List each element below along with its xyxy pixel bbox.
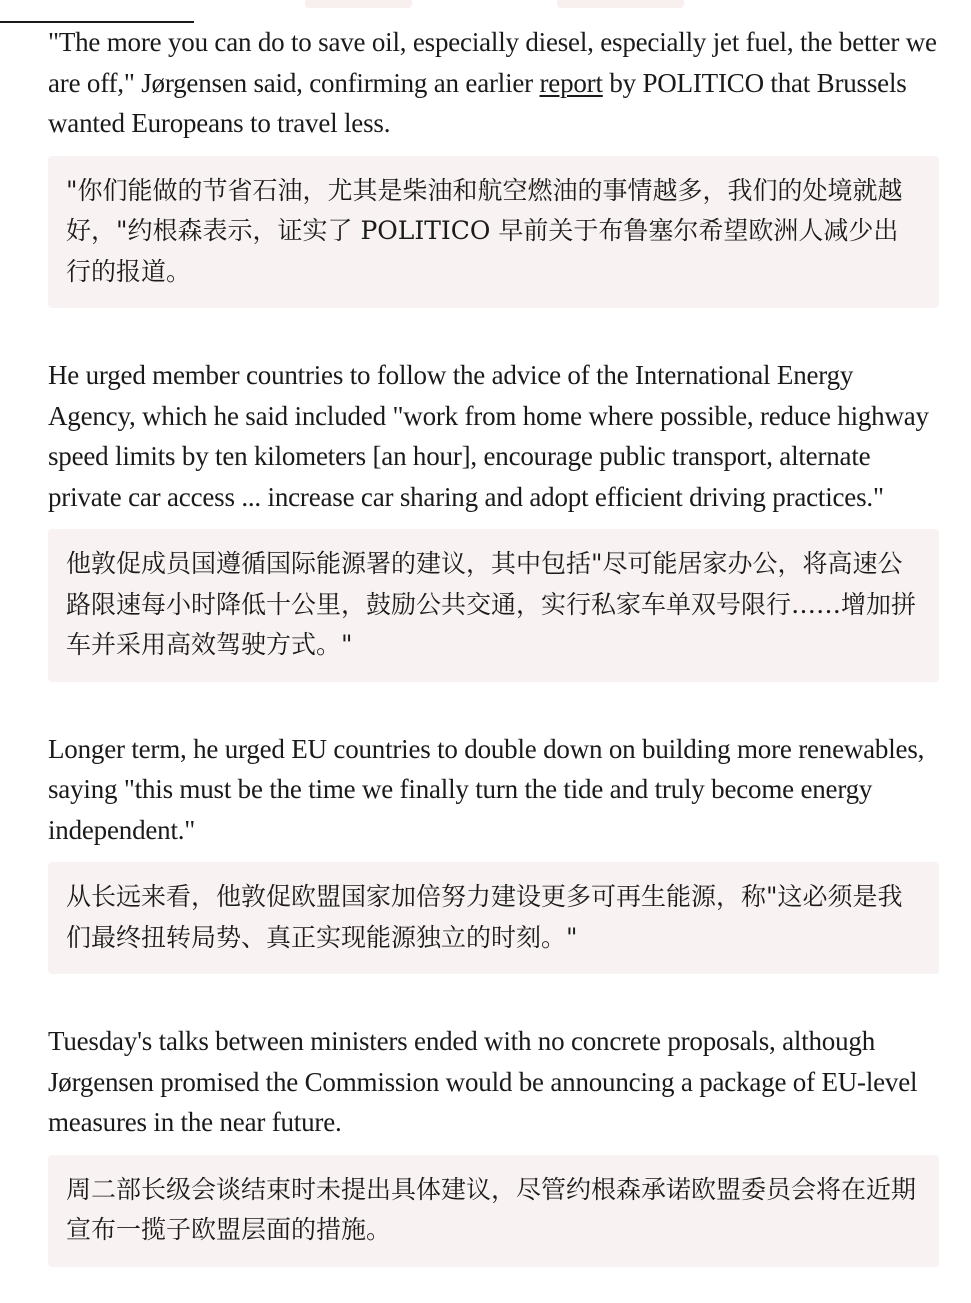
- report-link[interactable]: report: [539, 67, 603, 98]
- translation-block-2: 他敦促成员国遵循国际能源署的建议，其中包括"尽可能居家办公，将高速公路限速每小时降低十公里，鼓励公共交通，实行私家车单双号限行……增加拼车并采用高效驾驶方式。": [48, 529, 939, 682]
- top-tab-left: [305, 0, 412, 8]
- paragraph-english-1: [48, 22, 939, 144]
- article-body: [48, 22, 939, 1267]
- paragraph-english-4: Tuesday's talks between ministers ended with no concrete proposals, although Jørgensen promised the Commission would be announcing a package of EU-level measures in the near future.: [48, 1026, 918, 1137]
- paragraph-english-3: Longer term, he urged EU countries to double down on building more renewables, saying "this must be the time we finally turn the tide and truly become energy independent.": [48, 733, 925, 845]
- translation-block-3: 从长远来看，他敦促欧盟国家加倍努力建设更多可再生能源，称"这必须是我们最终扭转局势、真正实现能源独立的时刻。": [48, 862, 939, 974]
- translation-block-4: 周二部长级会谈结束时未提出具体建议，尽管约根森承诺欧盟委员会将在近期宣布一揽子欧盟层面的措施。: [48, 1155, 939, 1267]
- top-tab-right: [557, 0, 684, 8]
- translation-block-1: "你们能做的节省石油，尤其是柴油和航空燃油的事情越多，我们的处境就越好，"约根森表示，证实了 POLITICO 早前关于布鲁塞尔希望欧洲人减少出行的报道。: [48, 156, 939, 309]
- paragraph-text: "The more you can do to save oil, especially diesel, especially jet fuel, the better we are off," Jørgensen said, confirming an earlier: [48, 27, 937, 98]
- paragraph-english-2: He urged member countries to follow the advice of the International Energy Agency, which he said included "work from home where possible, reduce highway speed limits by ten kilometers [an hour], encourage public transport, alternate private car access ... increase car sharing and adopt efficient driving practices.": [48, 360, 929, 512]
- paragraph-text: by POLITICO that Brussels wanted Europeans to travel less.: [48, 67, 907, 138]
